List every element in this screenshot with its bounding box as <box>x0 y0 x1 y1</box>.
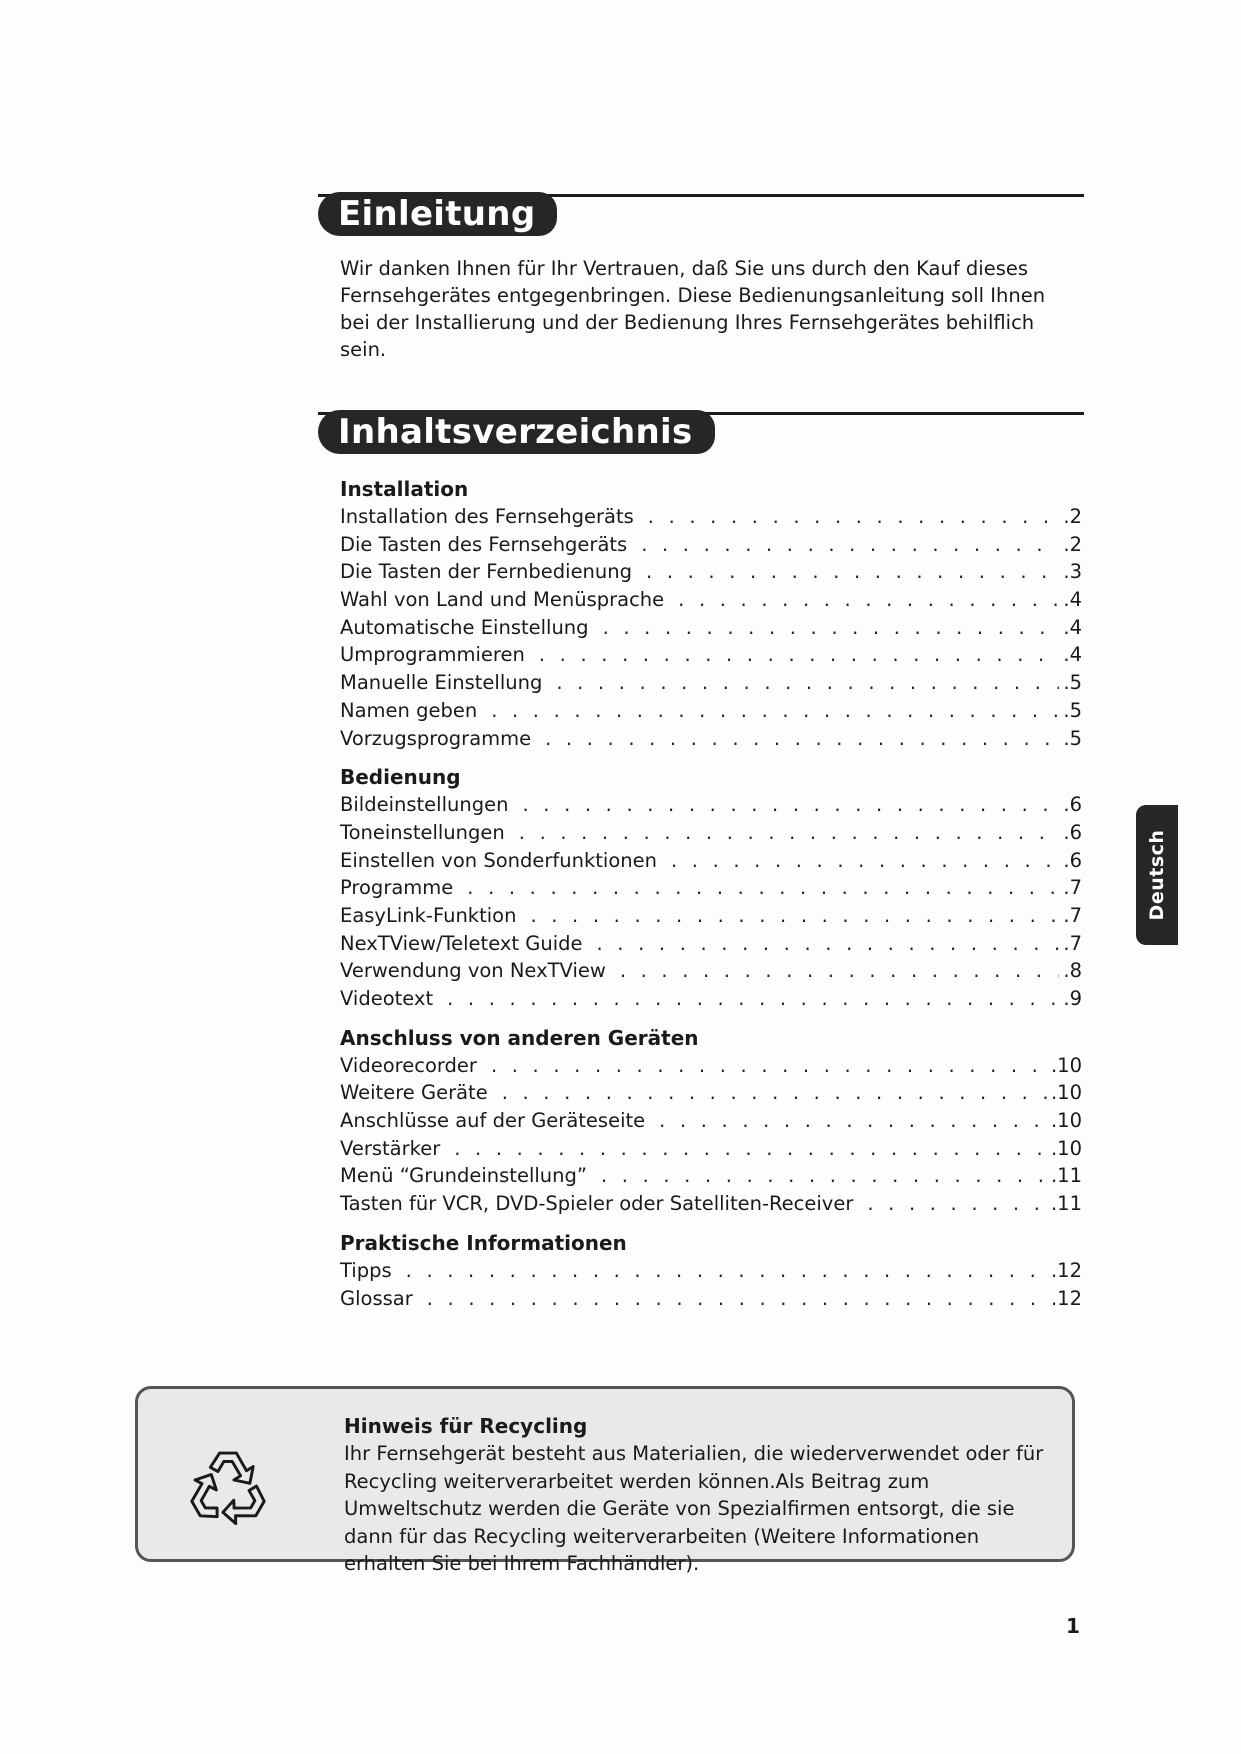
table-of-contents <box>340 476 1082 1324</box>
toc-entry-title: Tasten für VCR, DVD-Spieler oder Satelliten-Receiver <box>340 1192 854 1216</box>
toc-entry-title: Videotext <box>340 987 434 1010</box>
toc-entry-page: .12 <box>1050 1286 1082 1310</box>
toc-entry-page: .4 <box>1063 588 1082 612</box>
intro-title: Einleitung <box>318 192 557 236</box>
toc-entry-page: .4 <box>1063 615 1082 639</box>
language-label: Deutsch <box>1146 829 1168 921</box>
toc-entry[interactable] <box>340 669 1082 697</box>
toc-entry[interactable] <box>340 1107 1082 1135</box>
toc-entry-title: Anschlüsse auf der Geräteseite <box>340 1109 646 1133</box>
toc-entry-page: .5 <box>1063 671 1082 695</box>
recycle-icon <box>186 1443 270 1527</box>
toc-leader-dots <box>620 957 1060 985</box>
toc-entry-page: .5 <box>1063 726 1082 750</box>
toc-entry-title: Verwendung von NexTView <box>340 959 606 983</box>
toc-entry-page: .10 <box>1050 1136 1082 1160</box>
toc-leader-dots <box>659 1107 1047 1135</box>
toc-entry-title: Manuelle Einstellung <box>340 671 543 695</box>
toc-leader-dots <box>601 1162 1047 1190</box>
toc-entry[interactable] <box>340 1162 1082 1190</box>
toc-leader-dots <box>427 1285 1047 1313</box>
toc-leader-dots <box>646 558 1059 586</box>
toc-entry-page: .2 <box>1063 532 1082 556</box>
toc-entry-title: Die Tasten der Fernbedienung <box>340 560 633 584</box>
toc-entry[interactable] <box>340 697 1082 725</box>
toc-entry[interactable] <box>340 531 1082 559</box>
toc-entry-title: Verstärker <box>340 1136 441 1160</box>
toc-entry[interactable] <box>340 1135 1082 1163</box>
toc-entry-page: .10 <box>1050 1081 1082 1105</box>
toc-entry-title: Videorecorder <box>340 1053 477 1077</box>
toc-group-anschluss <box>340 1025 1082 1218</box>
toc-leader-dots <box>539 641 1060 669</box>
toc-leader-dots <box>467 874 1059 902</box>
toc-entry-page: .4 <box>1063 643 1082 667</box>
recycling-text: Ihr Fernsehgerät besteht aus Materialien, die wiederverwendet oder für Recycling weiterverarbeitet werden können.Als Beitrag zum Umweltschutz werden die Geräte von Spezialfirmen entsorgt, die sie dann für das Recycling weiterverarbeiten (Weitere Informationen erhalten Sie bei Ihrem Fachhändler). <box>344 1442 1044 1576</box>
toc-entry-title: Einstellen von Sonderfunktionen <box>340 848 657 872</box>
toc-entry[interactable] <box>340 1052 1082 1080</box>
toc-entry-title: EasyLink-Funktion <box>340 903 517 927</box>
toc-entry-title: Glossar <box>340 1286 413 1310</box>
toc-leader-dots <box>671 847 1059 875</box>
intro-section-header <box>318 192 1084 238</box>
toc-leader-dots <box>867 1190 1047 1218</box>
toc-entry-page: .5 <box>1063 698 1082 722</box>
toc-entry[interactable] <box>340 725 1082 753</box>
toc-entry-title: Menü “Grundeinstellung” <box>340 1164 587 1188</box>
toc-entry[interactable] <box>340 847 1082 875</box>
toc-leader-dots <box>502 1079 1047 1107</box>
toc-leader-dots <box>491 697 1059 725</box>
toc-entry-title: Bildeinstellungen <box>340 793 509 817</box>
toc-group-bedienung <box>340 764 1082 1013</box>
toc-entry-page: .8 <box>1063 959 1082 983</box>
toc-entry-title: Vorzugsprogramme <box>340 726 532 750</box>
toc-entry[interactable] <box>340 902 1082 930</box>
toc-entry[interactable] <box>340 503 1082 531</box>
page-number: 1 <box>1066 1614 1080 1638</box>
toc-leader-dots <box>454 1135 1047 1163</box>
toc-entry-title: Automatische Einstellung <box>340 615 589 639</box>
toc-title: Inhaltsverzeichnis <box>318 410 715 454</box>
toc-entry-page: .7 <box>1063 931 1082 955</box>
toc-entry-title: Programme <box>340 876 454 900</box>
toc-entry[interactable] <box>340 791 1082 819</box>
toc-entry[interactable] <box>340 874 1082 902</box>
toc-group-heading: Installation <box>340 477 469 501</box>
toc-entry-title: Tipps <box>340 1258 392 1282</box>
toc-entry-title: Weitere Geräte <box>340 1081 488 1105</box>
toc-entry[interactable] <box>340 614 1082 642</box>
toc-entry-page: .9 <box>1063 987 1082 1010</box>
toc-entry[interactable] <box>340 641 1082 669</box>
toc-entry[interactable] <box>340 586 1082 614</box>
toc-entry-title: Umprogrammieren <box>340 643 525 667</box>
toc-entry-page: .2 <box>1063 505 1082 528</box>
toc-entry[interactable] <box>340 819 1082 847</box>
toc-entry-page: .10 <box>1050 1053 1082 1077</box>
toc-entry[interactable] <box>340 1257 1082 1285</box>
toc-entry[interactable] <box>340 558 1082 586</box>
toc-entry-page: .11 <box>1050 1192 1082 1216</box>
recycle-arrow <box>186 1472 231 1524</box>
toc-entry[interactable] <box>340 957 1082 985</box>
toc-entry-page: .7 <box>1063 903 1082 927</box>
toc-entry-page: .3 <box>1063 560 1082 584</box>
toc-entry-page: .6 <box>1063 793 1082 817</box>
toc-entry-title: NexTView/Teletext Guide <box>340 931 583 955</box>
toc-leader-dots <box>530 902 1059 930</box>
toc-entry-title: Namen geben <box>340 698 478 722</box>
toc-leader-dots <box>678 586 1059 614</box>
toc-leader-dots <box>447 985 1059 1013</box>
recycle-arrow <box>210 1453 253 1483</box>
toc-entry-page: .11 <box>1050 1164 1082 1188</box>
toc-leader-dots <box>406 1257 1047 1285</box>
toc-entry-page: .6 <box>1063 848 1082 872</box>
toc-group-heading: Praktische Informationen <box>340 1230 627 1255</box>
recycling-title: Hinweis für Recycling <box>344 1414 588 1438</box>
toc-leader-dots <box>603 614 1060 642</box>
toc-leader-dots <box>556 669 1059 697</box>
recycle-arrow <box>221 1478 269 1527</box>
toc-group-praktische-informationen <box>340 1230 1082 1312</box>
toc-entry-page: .6 <box>1063 820 1082 844</box>
toc-section-header <box>318 410 1084 456</box>
toc-group-heading: Bedienung <box>340 765 461 790</box>
toc-entry-title: Wahl von Land und Menüsprache <box>340 588 665 612</box>
language-side-tab <box>1136 805 1178 945</box>
toc-entry-title: Die Tasten des Fernsehgeräts <box>340 532 628 556</box>
toc-entry[interactable] <box>340 930 1082 958</box>
toc-entry-page: .7 <box>1063 876 1082 900</box>
toc-entry-title: Installation des Fernsehgeräts <box>340 505 634 528</box>
toc-leader-dots <box>522 791 1059 819</box>
toc-entry-page: .10 <box>1050 1109 1082 1133</box>
intro-paragraph: Wir danken Ihnen für Ihr Vertrauen, daß Sie uns durch den Kauf dieses Fernsehgerätes entgegenbringen. Diese Bedienungsanleitung soll Ihnen bei der Installierung und der Bedienung Ihres Fernsehgerätes behilflich sein. <box>340 257 1046 361</box>
toc-entry[interactable] <box>340 1285 1082 1313</box>
toc-leader-dots <box>597 930 1060 958</box>
toc-entry-title: Toneinstellungen <box>340 820 505 844</box>
recycling-notice <box>135 1386 1075 1576</box>
toc-group-heading: Anschluss von anderen Geräten <box>340 1025 699 1050</box>
toc-group-installation <box>340 476 1082 752</box>
toc-entry-page: .12 <box>1050 1258 1082 1282</box>
toc-leader-dots <box>545 725 1059 753</box>
toc-leader-dots <box>641 531 1059 559</box>
toc-leader-dots <box>491 1052 1047 1080</box>
toc-leader-dots <box>519 819 1060 847</box>
toc-entry[interactable] <box>340 1079 1082 1107</box>
toc-entry[interactable] <box>340 985 1082 1013</box>
toc-leader-dots <box>648 503 1060 531</box>
toc-entry[interactable] <box>340 1190 1082 1218</box>
